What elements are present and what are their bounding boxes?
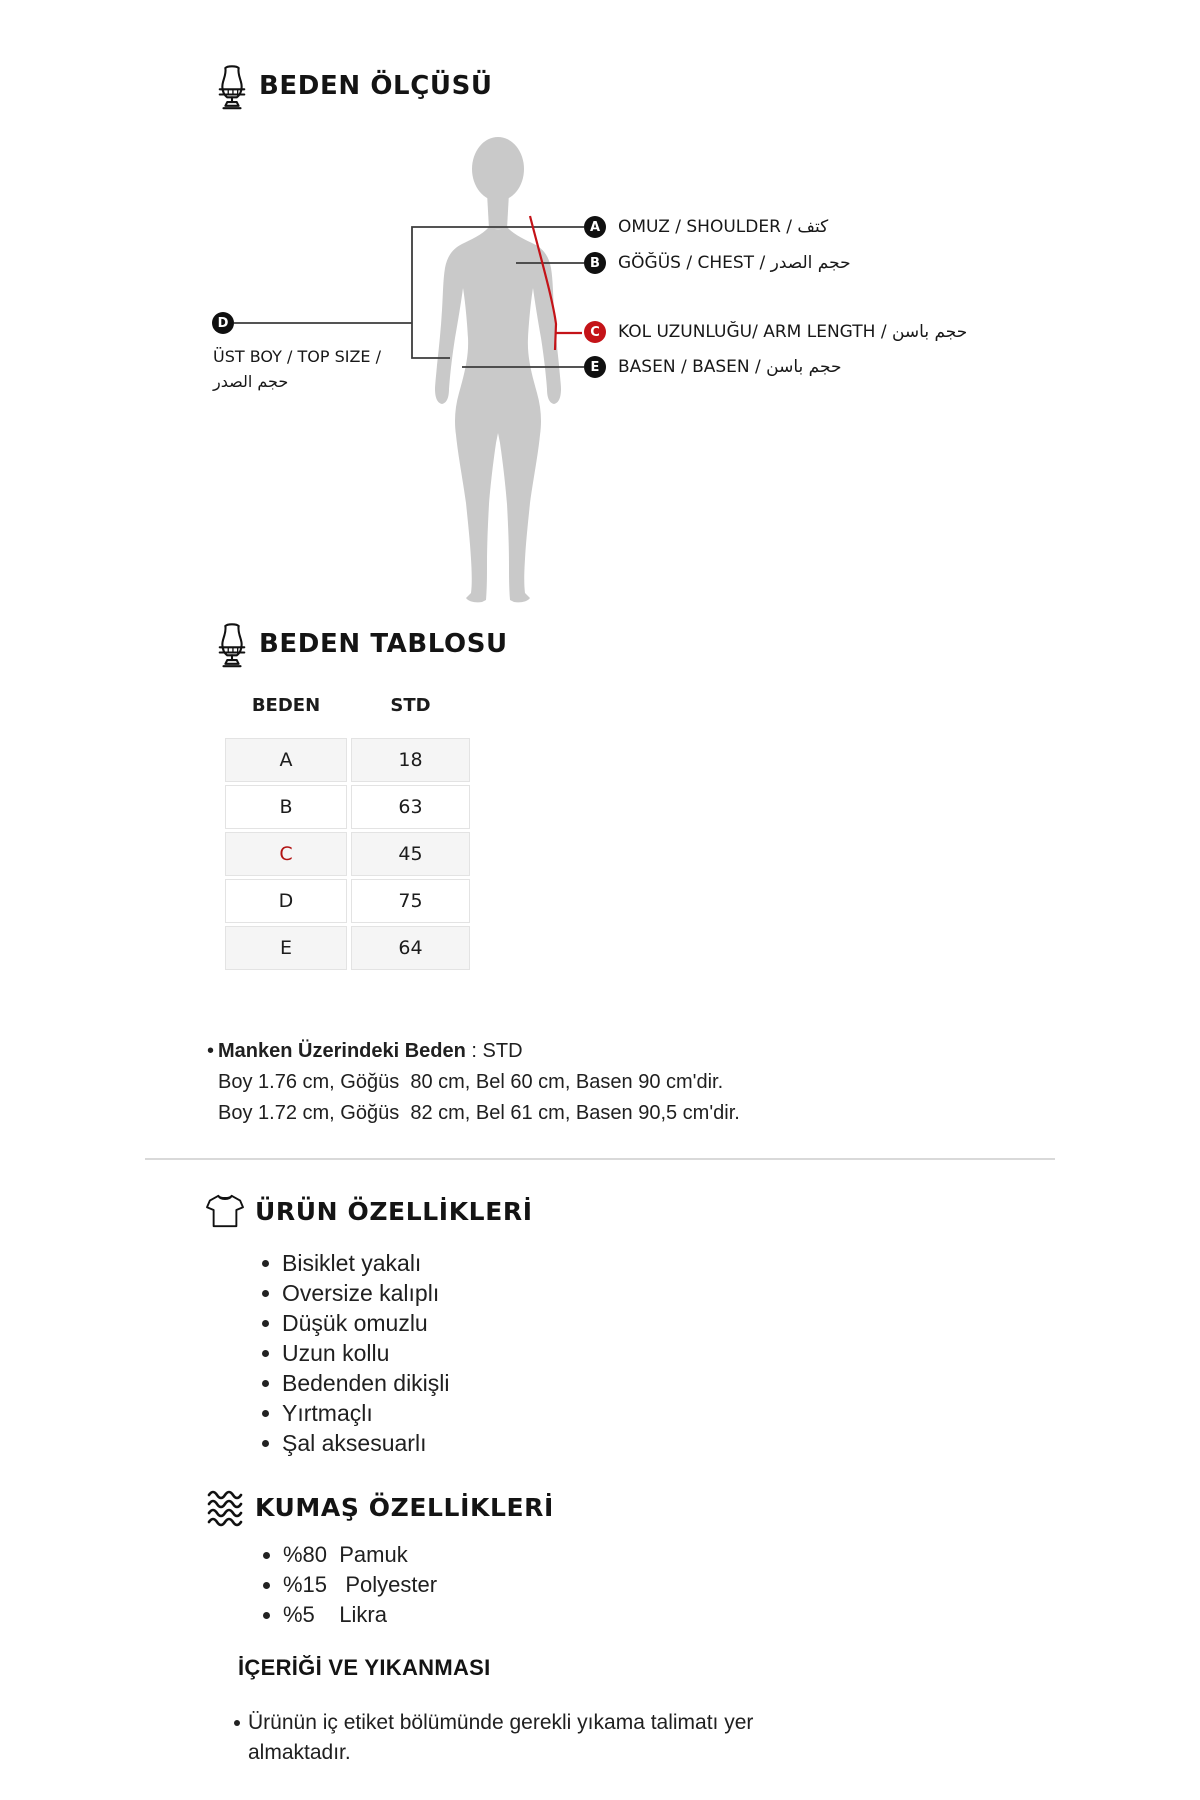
product-features-title: ÜRÜN ÖZELLİKLERİ [255, 1196, 533, 1226]
fabric-icon [205, 1487, 245, 1527]
table-cell-label: A [225, 738, 347, 782]
marker-e [584, 356, 606, 378]
fabric-features-list [263, 1540, 437, 1630]
product-features-list [262, 1248, 450, 1458]
list-item: %80 Pamuk [263, 1540, 437, 1570]
size-table-heading [215, 618, 508, 670]
model-size-label: Manken Üzerindeki Beden [218, 1040, 466, 1062]
label-top-size: ÜST BOY / TOP SIZE / [213, 347, 381, 366]
list-item: %5 Likra [263, 1600, 437, 1630]
list-item: Ürünün iç etiket bölümünde gerekli yıkama talimatı yer almaktadır. [234, 1708, 834, 1768]
model-size-line [207, 1036, 740, 1067]
list-item: Bedenden dikişli [262, 1368, 450, 1398]
list-item: Yırtmaçlı [262, 1398, 450, 1428]
table-cell-value: 63 [351, 785, 470, 829]
list-item: Şal aksesuarlı [262, 1428, 450, 1458]
marker-b [584, 252, 606, 274]
table-header-beden: BEDEN [251, 695, 321, 716]
model-measurements [207, 1036, 740, 1129]
tshirt-icon [205, 1193, 245, 1229]
table-row [225, 832, 470, 876]
size-table-title: BEDEN TABLOSU [259, 629, 508, 659]
table-cell-label: E [225, 926, 347, 970]
table-cell-label: D [225, 879, 347, 923]
list-item: %15 Polyester [263, 1570, 437, 1600]
size-guide-title: BEDEN ÖLÇÜSÜ [259, 71, 493, 101]
label-top-size-arabic: حجم الصدر [213, 372, 289, 391]
model-measure-line: Boy 1.72 cm, Göğüs 82 cm, Bel 61 cm, Basen 90,5 cm'dir. [218, 1102, 740, 1124]
marker-a [584, 216, 606, 238]
table-cell-value: 18 [351, 738, 470, 782]
label-basen: BASEN / BASEN / حجم باسن [618, 357, 842, 377]
table-cell-value: 45 [351, 832, 470, 876]
list-item: Oversize kalıplı [262, 1278, 450, 1308]
size-guide-heading [215, 60, 493, 112]
table-row [225, 738, 470, 782]
table-row [225, 926, 470, 970]
marker-c [584, 321, 606, 343]
marker-e-letter: E [590, 359, 600, 375]
table-header-std: STD [390, 695, 431, 716]
body-silhouette [418, 135, 578, 605]
marker-c-letter: C [590, 324, 600, 340]
care-list [234, 1708, 834, 1768]
list-item: Bisiklet yakalı [262, 1248, 450, 1278]
label-arm-length: KOL UZUNLUĞU/ ARM LENGTH / حجم باسن [618, 322, 968, 342]
table-row [225, 785, 470, 829]
mannequin-icon [215, 61, 249, 111]
fabric-features-heading [205, 1485, 554, 1529]
measurement-lines [0, 0, 1200, 700]
marker-a-letter: A [589, 219, 601, 235]
list-item: Düşük omuzlu [262, 1308, 450, 1338]
table-cell-label: C [225, 832, 347, 876]
model-measure-line: Boy 1.76 cm, Göğüs 80 cm, Bel 60 cm, Basen 90 cm'dir. [218, 1071, 724, 1093]
mannequin-icon [215, 619, 249, 669]
fabric-features-title: KUMAŞ ÖZELLİKLERİ [255, 1492, 554, 1522]
table-row [225, 879, 470, 923]
table-cell-value: 75 [351, 879, 470, 923]
marker-d-letter: D [217, 315, 229, 331]
table-cell-label: B [225, 785, 347, 829]
label-chest: GÖĞÜS / CHEST / حجم الصدر [618, 253, 851, 273]
marker-b-letter: B [590, 255, 600, 271]
size-table [225, 738, 470, 973]
product-features-heading [205, 1190, 533, 1232]
table-cell-value: 64 [351, 926, 470, 970]
section-divider [145, 1158, 1055, 1160]
model-size-value: : STD [465, 1040, 523, 1062]
care-heading: İÇERİĞİ VE YIKANMASI [238, 1655, 491, 1680]
bullet-dot: • [207, 1040, 215, 1062]
label-shoulder: OMUZ / SHOULDER / كتف [618, 217, 829, 237]
list-item: Uzun kollu [262, 1338, 450, 1368]
marker-d [212, 312, 234, 334]
